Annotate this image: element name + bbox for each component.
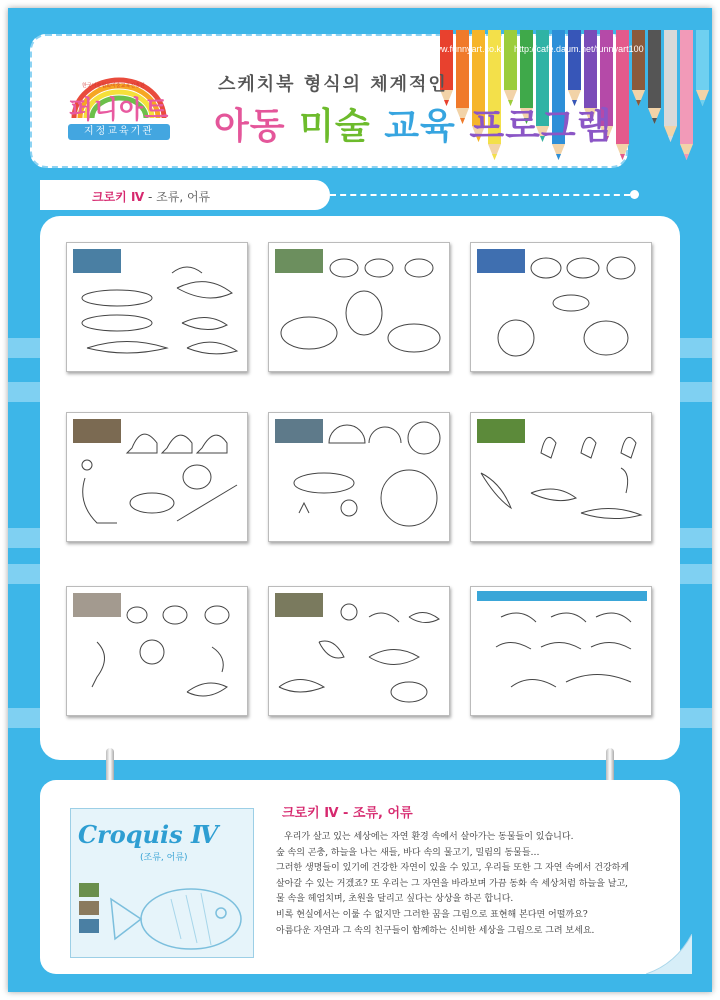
seal-photo xyxy=(73,419,121,443)
book-subtitle: (조류, 어류) xyxy=(140,853,188,863)
sketch-stroke xyxy=(405,259,433,277)
thumbnail-sparrow[interactable] xyxy=(66,586,248,716)
flying-birds-sketch-icon xyxy=(471,587,653,717)
title-part: 교육 xyxy=(384,106,456,147)
title-part: 아동 xyxy=(214,106,286,147)
sketch-stroke xyxy=(496,642,531,649)
pencil-body xyxy=(504,30,517,90)
pigeon-photo xyxy=(275,593,323,617)
sketch-stroke xyxy=(82,290,152,306)
description-line: 물 속을 헤엄치며, 초원을 달리고 싶다는 상상을 하곤 합니다. xyxy=(276,894,514,905)
sparrow-photo xyxy=(73,593,121,617)
sketch-stroke xyxy=(329,425,365,443)
sketch-stroke xyxy=(511,680,556,688)
sketch-stroke xyxy=(163,606,187,624)
funnyart-logo xyxy=(54,66,184,146)
sketch-stroke xyxy=(279,680,324,693)
sketch-stroke xyxy=(391,682,427,702)
sketch-stroke xyxy=(369,650,419,665)
sketch-stroke xyxy=(369,613,399,622)
sketch-stroke xyxy=(130,493,174,513)
sketch-stroke xyxy=(187,683,227,696)
sketch-stroke xyxy=(212,647,223,672)
description-heading: 크로키 Ⅳ - 조류, 어류 xyxy=(282,806,413,821)
sketch-stroke xyxy=(127,607,147,623)
pencil-body xyxy=(584,30,597,108)
program-title xyxy=(214,98,612,149)
sketch-stroke xyxy=(281,317,337,349)
section-name: 크로키 Ⅳ xyxy=(92,190,145,204)
pencil-lead xyxy=(620,154,625,160)
sketch-stroke xyxy=(87,342,167,354)
thumbnail-tropical-fish[interactable] xyxy=(470,242,652,372)
sketch-stroke xyxy=(541,642,581,649)
thumbnail-peacock[interactable] xyxy=(268,412,450,542)
sketch-stroke xyxy=(581,437,596,458)
sketch-stroke xyxy=(607,257,635,279)
sketch-stroke xyxy=(591,642,631,649)
pencil-body xyxy=(680,30,693,144)
sketch-stroke xyxy=(177,485,237,521)
sketch-stroke xyxy=(172,267,202,273)
pencil-lead xyxy=(668,136,673,142)
pencil-lead xyxy=(556,154,561,160)
title-part: 프로그램 xyxy=(469,106,613,147)
pencil-body xyxy=(696,30,709,90)
logo-fineprint: 한국미술협회미술교육진흥원 xyxy=(82,83,145,89)
sketch-stroke xyxy=(553,295,589,311)
description-line: 비록 현실에서는 이룰 수 없지만 그러한 꿈을 그림으로 표현해 본다면 어떨까요? xyxy=(276,909,588,920)
pencil-lead xyxy=(652,118,657,124)
sketch-stroke xyxy=(140,640,164,664)
thumbnail-turtle[interactable] xyxy=(268,242,450,372)
page-curl-icon xyxy=(646,934,692,974)
sketch-stroke xyxy=(567,258,599,278)
pencil-body xyxy=(648,30,661,108)
sketch-stroke xyxy=(83,478,117,523)
sketch-stroke xyxy=(183,465,211,489)
sketch-stroke xyxy=(531,489,576,501)
tropical-fish-photo xyxy=(477,249,525,273)
sketch-stroke xyxy=(481,473,511,508)
shark-photo xyxy=(73,249,121,273)
description-line: 살아갈 수 있는 거겠죠? 또 우리는 그 자연을 바라보며 가끔 동화 속 세상처럼 하늘을 날고, xyxy=(276,878,629,889)
sketch-stroke xyxy=(596,613,631,622)
sketch-stroke xyxy=(346,291,382,335)
pencil-body xyxy=(456,30,469,108)
sketch-stroke xyxy=(531,258,561,278)
title-part: 미술 xyxy=(299,106,371,147)
sketch-stroke xyxy=(551,613,586,622)
pencil-lead xyxy=(684,154,689,160)
pencil-lead xyxy=(700,100,705,106)
sketch-stroke xyxy=(541,437,556,458)
website-url[interactable]: www.funnyart.co.kr xyxy=(428,44,505,54)
sketch-stroke xyxy=(187,342,237,354)
sketch-stroke xyxy=(205,606,229,624)
description-line: 우리가 살고 있는 세상에는 자연 환경 속에서 살아가는 동물들이 있습니다. xyxy=(284,832,574,842)
description-line: 그러한 생명들이 있기에 건강한 자연이 있을 수 있고, 우리들 또한 그 자연 속에서 건강하게 xyxy=(276,863,630,874)
sketch-stroke xyxy=(501,613,536,622)
peacock-photo xyxy=(275,419,323,443)
sketch-stroke xyxy=(621,437,636,458)
description-body xyxy=(276,830,666,939)
sketch-stroke xyxy=(584,321,628,355)
sketch-stroke xyxy=(408,422,440,454)
logo-name: 퍼니아트 xyxy=(68,95,170,124)
section-dash: - xyxy=(147,190,153,204)
sketch-stroke xyxy=(381,470,437,526)
pencil-body xyxy=(632,30,645,90)
thumbnail-seal[interactable] xyxy=(66,412,248,542)
sketch-stroke xyxy=(319,641,344,658)
pencil-body xyxy=(520,30,533,108)
thumbnail-flying-birds[interactable] xyxy=(470,586,652,716)
sketch-stroke xyxy=(581,508,641,518)
flying-birds-photo xyxy=(477,591,647,601)
sketch-stroke xyxy=(341,500,357,516)
description-line: 아름다운 자연과 그 속의 친구들이 함께하는 신비한 세상을 그림으로 그려 보세요. xyxy=(276,925,595,936)
thumbnail-pigeon[interactable] xyxy=(268,586,450,716)
section-label xyxy=(92,188,210,205)
sketch-stroke xyxy=(566,675,631,683)
sketch-stroke xyxy=(341,604,357,620)
sketch-stroke xyxy=(82,315,152,331)
sketch-stroke xyxy=(621,468,628,493)
thumbnail-shark[interactable] xyxy=(66,242,248,372)
sketch-stroke xyxy=(197,435,227,453)
sketch-stroke xyxy=(365,259,393,277)
sketch-stroke xyxy=(82,460,92,470)
sketch-stroke xyxy=(162,435,192,453)
section-topic: 조류, 어류 xyxy=(156,190,211,204)
cafe-url[interactable]: http://cafe.daum.net/funnyart100 xyxy=(514,44,644,54)
turtle-photo xyxy=(275,249,323,273)
sketch-stroke xyxy=(330,259,358,277)
sketch-stroke xyxy=(294,473,354,493)
sketch-stroke xyxy=(409,612,439,622)
program-subtitle: 스케치북 형식의 체계적인 xyxy=(218,74,448,95)
pencil-lead xyxy=(492,154,497,160)
sketch-stroke xyxy=(127,434,157,453)
thumbnail-eagle[interactable] xyxy=(470,412,652,542)
sketch-stroke xyxy=(92,642,105,687)
sketch-stroke xyxy=(369,427,401,443)
sketch-stroke xyxy=(498,320,534,356)
pencil-body xyxy=(664,30,677,126)
book-title: Croquis Ⅳ xyxy=(78,820,219,849)
section-divider xyxy=(330,194,630,196)
pencil-lead xyxy=(636,100,641,106)
sketch-stroke xyxy=(299,503,309,513)
description-line: 숲 속의 곤충, 하늘을 나는 새들, 바다 속의 물고기, 밀림의 동물들… xyxy=(276,847,540,858)
sketch-stroke xyxy=(177,282,232,298)
sketch-stroke xyxy=(388,324,440,352)
sketch-stroke xyxy=(182,317,227,329)
thumbnail-grid xyxy=(40,216,680,760)
eagle-photo xyxy=(477,419,525,443)
section-dot xyxy=(630,190,639,199)
pencil-body xyxy=(568,30,581,90)
logo-tagline: 지정교육기관 xyxy=(68,124,170,140)
